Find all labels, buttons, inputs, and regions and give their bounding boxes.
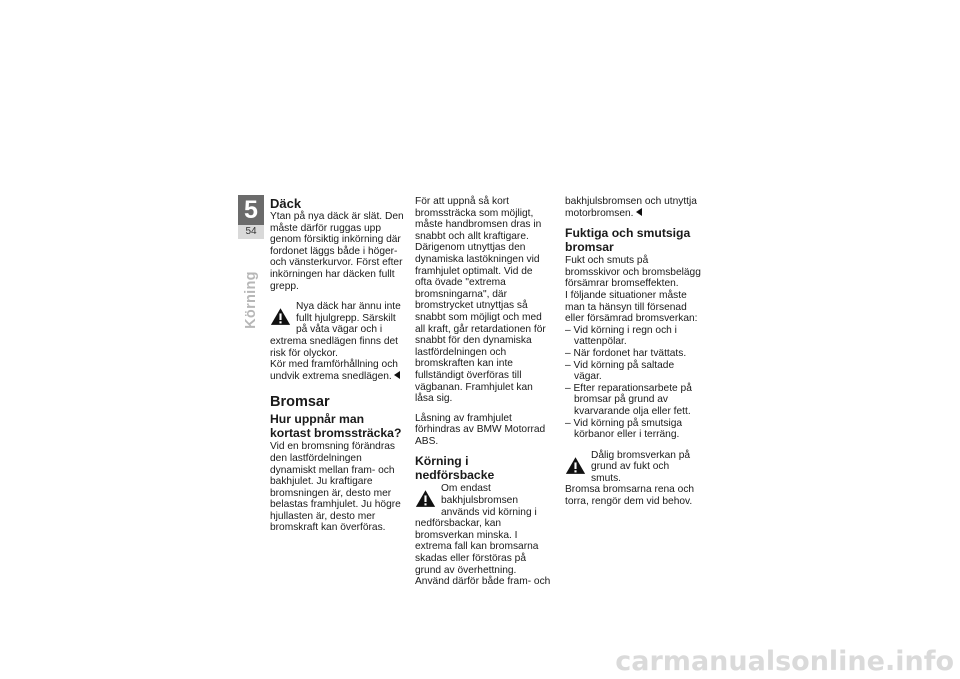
paragraph: Fukt och smuts på bromsskivor och bromsbelägg försämrar bromseffekten. — [565, 255, 701, 290]
warning-text: Dålig bromsverkan på grund av fukt och smuts. — [591, 449, 691, 484]
warning-triangle-icon — [565, 456, 586, 475]
end-marker-icon — [394, 371, 400, 379]
column-2 — [415, 196, 551, 588]
column-3 — [565, 196, 701, 508]
warning-instruction: Bromsa bromsarna rena och torra, rengör dem vid behov. — [565, 484, 695, 508]
heading-kortast-bromsstracka: Hur uppnår man kortast bromssträcka? — [270, 412, 402, 440]
watermark: carmanualsonline.info — [615, 646, 954, 677]
column-1 — [270, 196, 406, 534]
paragraph: Låsning av framhjulet förhindras av BMW Motorrad ABS. — [415, 412, 546, 447]
page-number: 54 — [245, 226, 257, 237]
list-item: – Efter reparationsarbete på bromsar på grund av kvarvarande olja eller fett. — [565, 382, 692, 417]
paragraph: bakhjulsbromsen och utnyttja motorbromsen. — [565, 196, 697, 219]
paragraph: I följande situationer måste man ta hänsyn till försenad eller försämrad bromsverkan: — [565, 289, 698, 325]
list-item: – Vid körning på saltade vägar. — [565, 359, 675, 383]
warning-instruction: Kör med framförhållning och undvik extrema snedlägen. — [270, 359, 398, 382]
paragraph: Vid en bromsning förändras den lastfördelningen dynamiskt mellan fram- och bakhjulet. Ju kraftigare bromsningen är, desto mer belastas framhjulet. Ju högre hjullasten är, desto mer bromskraft kan överföras. — [270, 441, 401, 534]
warning-block — [415, 483, 551, 587]
heading-dack: Däck — [270, 196, 302, 211]
warning-block — [270, 301, 406, 382]
end-marker-icon — [636, 208, 642, 216]
heading-fuktiga-bromsar: Fuktiga och smutsiga bromsar — [565, 226, 691, 254]
list-item: – När fordonet har tvättats. — [565, 347, 687, 359]
list-item: – Vid körning på smutsiga körbanor eller i terräng. — [565, 417, 683, 441]
heading-nedforsbacke: Körning i nedförsbacke — [415, 454, 495, 482]
chapter-number: 5 — [238, 195, 264, 225]
warning-triangle-icon — [415, 489, 436, 508]
paragraph: För att uppnå så kort bromssträcka som möjligt, måste handbromsen dras in snabbt och allt kraftigare. Därigenom utnyttjas den dynamiska lastökningen vid framhjulet optimalt. Vid de ofta övade "extrema bromsningarna", där bromstrycket utnyttjas så snabbt som möjligt och med all kraft, går retardationen för snabbt för den dynamiska lastfördelningen och bromskraften kan inte fullständigt överföras till vägbanan. Framhjulet kan låsa sig. — [415, 196, 546, 405]
heading-bromsar: Bromsar — [270, 394, 330, 411]
paragraph: Ytan på nya däck är slät. Den måste därför ruggas upp genom försiktig inkörning där fordonet läggs både i höger- och vänsterkurvor. Först efter inkörningen har däcken fullt grepp. — [270, 211, 404, 292]
warning-instruction: Använd därför både fram- och — [415, 576, 551, 588]
chapter-side-title: Körning — [243, 271, 259, 329]
warning-text: Nya däck har ännu inte fullt hjulgrepp. Särskilt på våta vägar och i extrema snedlägen finns det risk för olyckor. — [270, 301, 401, 359]
warning-block — [565, 450, 701, 508]
warning-text: Om endast bakhjulsbromsen används vid körning i nedförsbackar, kan bromsverkan minska. I extrema fall kan bromsarna skadas eller förstöras på grund av överhettning. — [415, 483, 539, 576]
warning-triangle-icon — [270, 307, 291, 326]
list-item: – Vid körning i regn och i vattenpölar. — [565, 324, 677, 348]
